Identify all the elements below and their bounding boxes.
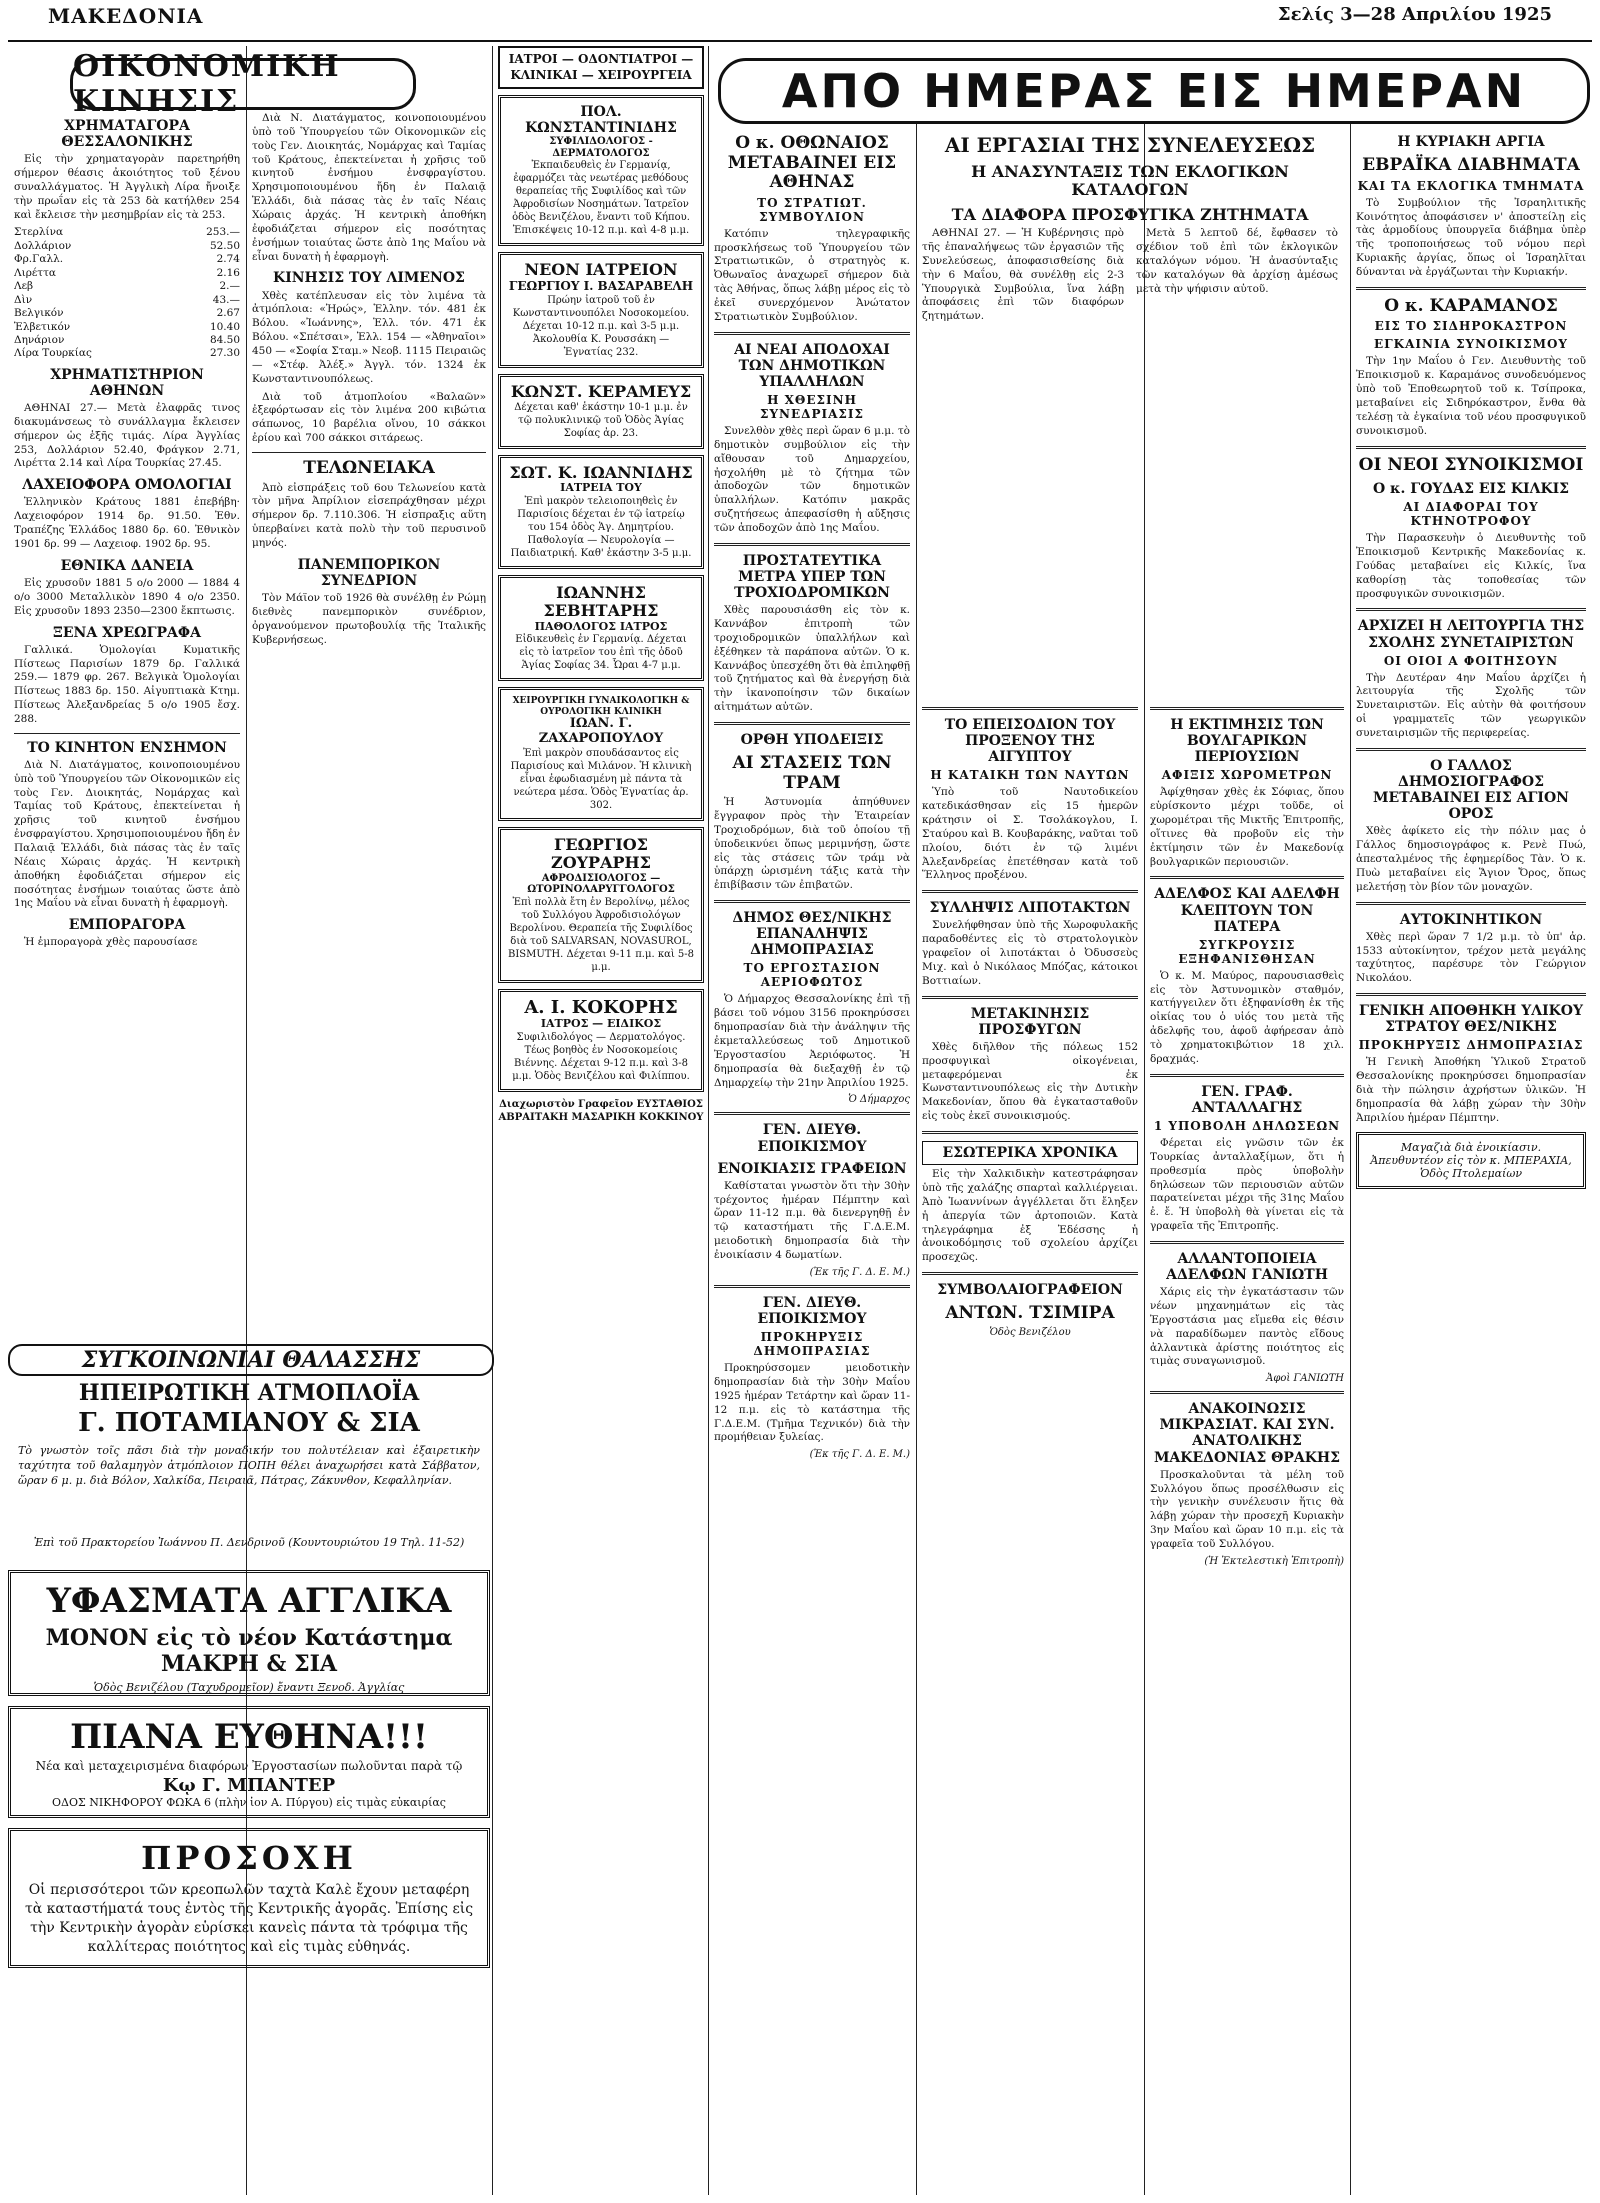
rates-table [14, 226, 240, 360]
sea-company: ΗΠΕΙΡΩΤΙΚΗ ΑΤΜΟΠΛΟΪΑ [78, 1380, 420, 1406]
article-text: Ἡ ἐμποραγορὰ χθὲς παρουσίασε [24, 936, 198, 949]
doctor-ad: ΓΕΩΡΓΙΟΣ ΖΟΥΡΑΡΗΣ ΑΦΡΟΔΙΣΙΟΛΟΓΟΣ — ΩΤΟΡΙΝΟΛΑΡΥΓΓΟΛΟΓΟΣ Ἐπὶ πολλὰ ἔτη ἐν Βερολίνῳ, μέλος τοῦ Συλλόγου Ἀφροδισιολόγων Βερολίνου. Θεραπεία τῆς Συφιλίδος διὰ τοῦ SALVARSAN, NOVASUROL, BISMUTH. Δέχεται 9-11 π.μ. καὶ 5-8 μ.μ. [498, 827, 704, 983]
section-title: ΚΙΝΗΣΙΣ ΤΟΥ ΛΙΜΕΝΟΣ [273, 270, 465, 287]
article-text: Τὸ Συμβούλιον τῆς Ἰσραηλιτικῆς Κοινότητος ἀποφάσισεν ν' ἀποστείλῃ εἰς τὰς ἁρμοδίους ὑπουργεῖα διάβημα ὑπὲρ τῆς τροποποιήσεως τοῦ νόμου περὶ Κυριακῆς ἀργίας, ὅπως οἱ Ἰσραηλῖται δύνανται νὰ ἐργάζωνται τὴν Κυριακήν. [1356, 196, 1586, 278]
column-economy-2 [252, 112, 486, 1337]
ad-subtitle: ΜΟΝΟΝ εἰς τὸ νέον Κατάστημα ΜΑΚΡΗ & ΣΙΑ [45, 1625, 453, 1677]
sea-owner: Γ. ΠΟΤΑΜΙΑΝΟΥ & ΣΙΑ [78, 1408, 420, 1438]
subheadline: ΕΝΟΙΚΙΑΣΙΣ ΓΡΑΦΕΙΩΝ [717, 1160, 907, 1177]
rate-row: Δολλάριον 52.50 [14, 239, 240, 252]
subheadline: Ο κ. ΓΟΥΔΑΣ ΕΙΣ ΚΙΛΚΙΣ [1372, 481, 1570, 498]
doctor-ad: ΠΟΛ. ΚΩΝΣΤΑΝΤΙΝΙΔΗΣ ΣΥΦΙΛΙΔΟΛΟΓΟΣ - ΔΕΡΜΑΤΟΛΟΓΟΣ Ἐκπαιδευθεὶς ἐν Γερμανίᾳ, ἐφαρμόζει τὰς νεωτέρας μεθόδους θεραπείας τῆς Συφιλίδος καὶ τῶν Ἀφροδισίων Νοσημάτων. Ἰατρεῖον ὁδὸς Βενιζέλου, ἔναντι τοῦ Κήπου. Ἐπισκέψεις 10-12 π.μ. καὶ 4-8 μ.μ. [498, 95, 704, 246]
headline: ΓΕΝ. ΔΙΕΥΘ. ΕΠΟΙΚΙΣΜΟΥ [757, 1294, 867, 1327]
headline: ΑΔΕΛΦΟΣ ΚΑΙ ΑΔΕΛΦΗ ΚΛΕΠΤΟΥΝ ΤΟΝ ΠΑΤΕΡΑ [1154, 886, 1340, 935]
rate-row: Δηνάριον 84.50 [14, 333, 240, 346]
subheadline: ΚΑΙ ΤΑ ΕΚΛΟΓΙΚΑ ΤΜΗΜΑΤΑ [1357, 178, 1585, 193]
headline: ΓΕΝ. ΓΡΑΦ. ΑΝΤΑΛΛΑΓΗΣ [1191, 1083, 1303, 1116]
rate-row: Ἑλβετικόν 10.40 [14, 320, 240, 333]
column-news-3 [1150, 700, 1344, 2195]
headline: ΓΕΝ. ΔΙΕΥΘ. ΕΠΟΙΚΙΣΜΟΥ [757, 1122, 867, 1155]
signature: Ἀφοὶ ΓΑΝΙΩΤΗ [1266, 1373, 1344, 1385]
ad-name: Κῳ Γ. ΜΠΑΝΤΕΡ [162, 1775, 336, 1796]
article-text: Χθὲς διῆλθον τῆς πόλεως 152 προσφυγικαὶ οἰκογένειαι, μεταφερόμεναι ἐκ Κωνσταντινουπόλεως εἰς τὴν Δυτικὴν Μακεδονίαν, ὅπου θὰ ἐγκατασταθοῦν εἰς τοὺς ἐκεῖ συνοικισμούς. [922, 1040, 1138, 1123]
doctors-header: ΙΑΤΡΟΙ — ΟΔΟΝΤΙΑΤΡΟΙ — ΚΛΙΝΙΚΑΙ — ΧΕΙΡΟΥΡΓΕΙΑ [498, 46, 704, 89]
ad-text: Οἱ περισσότεροι τῶν κρεοπωλῶν ταχτὰ Καλὲ ἔχουν μεταφέρη τὰ καταστήματά τους ἐντὸς τῆς Κεντρικῆς ἀγορᾶς. Ἐπίσης εἰς τὴν Κεντρικὴν ἀγορὰν εὑρίσκει κανεὶς πάντα τὰ τρόφιμα τῆς καλλίτερας ποιότητος καὶ εἰς τιμὰς εὐθηνάς. [24, 1882, 474, 1955]
column-doctors [498, 46, 704, 2195]
section-title: ΤΟ ΚΙΝΗΤΟΝ ΕΝΣΗΜΟΝ [27, 739, 227, 756]
subheadline: Η ΧΘΕΣΙΝΗ ΣΥΝΕΔΡΙΑΣΙΣ [759, 392, 864, 421]
headline: ΣΥΜΒΟΛΑΙΟΓΡΑΦΕΙΟΝ [937, 1282, 1123, 1299]
article-text: Ὑπὸ τοῦ Ναυτοδικείου κατεδικάσθησαν εἰς 15 ἡμερῶν κράτησιν οἱ Σ. Τσολάκογλου, Ι. Σταύρου καὶ Β. Κουβαράκης, ναῦται τοῦ πλοίου, διότι ἐν τῷ λιμένι Ἀλεξανδρείας ἐπετέθησαν κατὰ τοῦ Ἕλληνος προξένου. [922, 786, 1138, 882]
headline: ΑΥΤΟΚΙΝΗΤΙΚΟΝ [1399, 911, 1543, 928]
subheadline: Η ΚΑΤΑΙΚΗ ΤΩΝ ΝΑΥΤΩΝ [930, 768, 1130, 783]
section-title: ΕΘΝΙΚΑ ΔΑΝΕΙΑ [60, 557, 194, 574]
shop-ad: Μαγαζιὰ διὰ ἐνοικίασιν. Ἀπευθυντέον εἰς τὸν κ. ΜΠΕΡΑΧΙΑ, Ὁδὸς Πτολεμαίων [1356, 1132, 1586, 1189]
article-text: Τὴν 1ην Μαΐου ὁ Γεν. Διευθυντὴς τοῦ Ἐποικισμοῦ κ. Καραμάνος συνοδευόμενος ὑπὸ τοῦ Ἐποθεωρητοῦ τοῦ κ. Τσίπροκα, μεταβαίνει εἰς Σιδηρόκαστρον, ἔνθα θὰ τελέσῃ τὰ ἐγκαίνια τοῦ νέου προσφυγικοῦ συνοικισμοῦ. [1356, 355, 1586, 437]
article-text: Ἀπὸ εἰσπράξεις τοῦ 6ου Τελωνείου κατὰ τὸν μῆνα Ἀπρίλιον εἰσεπράχθησαν μέχρι σήμερον δρ. 7.110.306. Ἡ εἰσπραξις αὕτη ὑπερβαίνει κατὰ πολὺ τὴν τοῦ περυσινοῦ μηνός. [252, 481, 486, 549]
article-text: Συνελήφθησαν ὑπὸ τῆς Χωροφυλακῆς παραδοθέντες εἰς τὸ στρατολογικὸν γραφεῖον οἱ λιποτάκται ὁ Ὀδυσσεὺς Μιχ. καὶ ὁ Νικόλαος Μπόζας, κάτοικοι Βοττιαίων. [922, 919, 1138, 987]
signature: (Ἐκ τῆς Γ. Δ. Ε. Μ.) [809, 1266, 910, 1278]
ad-attention [8, 1828, 490, 1968]
subheadline: ΕΒΡΑΪΚΑ ΔΙΑΒΗΜΑΤΑ [1362, 155, 1580, 176]
article-text: Μετὰ 5 λεπτοῦ δέ, ἔφθασεν τὸ σχέδιον τοῦ ἐπὶ τῶν ἐκλογικῶν καταλόγων νόμου. Ἡ ἀνασύνταξις τῶν καταλόγων θὰ ἀρχίσῃ ἀμέσως μετὰ τὴν ψήφισιν αὐτοῦ. [1136, 227, 1338, 295]
headline: ΟΙ ΝΕΟΙ ΣΥΝΟΙΚΙΣΜΟΙ [1358, 454, 1584, 475]
ad-title: ΠΡΟΣΟΧΗ [141, 1839, 357, 1877]
doctor-ad: ΙΩΑΝΝΗΣ ΣΕΒΗΤΑΡΗΣ ΠΑΘΟΛΟΓΟΣ ΙΑΤΡΟΣ Εἰδικευθεὶς ἐν Γερμανίᾳ. Δέχεται εἰς τὸ ἰατρεῖον του ἐπὶ τῆς ὁδοῦ Ἁγίας Σοφίας 34. Ὧραι 4-7 μ.μ. [498, 575, 704, 681]
column-news-2 [922, 700, 1138, 2195]
subheadline: 1 ΥΠΟΒΟΛΗ ΔΗΛΩΣΕΩΝ [1153, 1118, 1341, 1133]
subheadline: ΠΡΟΚΗΡΥΞΙΣ ΔΗΜΟΠΡΑΣΙΑΣ [1358, 1038, 1584, 1053]
rate-row: Λεβ 2.— [14, 280, 240, 293]
subheadline: ΤΑ ΔΙΑΦΟΡΑ ΠΡΟΣΦΥΓΙΚΑ ΖΗΤΗΜΑΤΑ [951, 204, 1309, 224]
ad-subtitle: Νέα καὶ μεταχειρισμένα διαφόρων Ἐργοστασίων πωλοῦνται παρὰ τῷ [35, 1759, 463, 1773]
column-news-1 [714, 128, 910, 2195]
article-text: Χθὲς ἀφίκετο εἰς τὴν πόλιν μας ὁ Γάλλος δημοσιογράφος κ. Ρενὲ Πυώ, ἀπεσταλμένος τῆς ἐφημερίδος Τὰν. Ὁ κ. Πυὼ μεταβαίνει εἰς Ἅγιον Ὄρος, ὅπως μελετήσῃ τὸν βίον τῶν μοναχῶν. [1356, 825, 1586, 893]
headline: ΕΣΩΤΕΡΙΚΑ ΧΡΟΝΙΚΑ [922, 1141, 1138, 1165]
headline: ΑΙ ΝΕΑΙ ΑΠΟΔΟΧΑΙ ΤΩΝ ΔΗΜΟΤΙΚΩΝ ΥΠΑΛΛΗΛΩΝ [734, 341, 890, 390]
ad-title: ΠΙΑΝΑ ΕΥΘΗΝΑ!!! [70, 1717, 428, 1757]
address: Ὁδὸς Βενιζέλου [989, 1326, 1071, 1338]
headline: ΔΗΜΟΣ ΘΕΣ/ΝΙΚΗΣ ΕΠΑΝΑΛΗΨΙΣ ΔΗΜΟΠΡΑΣΙΑΣ [732, 910, 892, 959]
subheadline: ΑΙ ΣΤΑΣΕΙΣ ΤΩΝ ΤΡΑΜ [732, 753, 892, 793]
doctor-ad: ΧΕΙΡΟΥΡΓΙΚΗ ΓΥΝΑΙΚΟΛΟΓΙΚΗ & ΟΥΡΟΛΟΓΙΚΗ ΚΛΙΝΙΚΗ ΙΩΑΝ. Γ. ΖΑΧΑΡΟΠΟΥΛΟΥ Ἐπὶ μακρὸν σπουδάσαντος εἰς Παρισίους καὶ Μιλάνον. Ἡ κλινικὴ εἶναι ἐφωδιασμένη μὲ πάντα τὰ νεώτερα μέσα. Ὁδὸς Ἐγνατίας ἀρ. 302. [498, 687, 704, 821]
headline: ΠΡΟΣΤΑΤΕΥΤΙΚΑ ΜΕΤΡΑ ΥΠΕΡ ΤΩΝ ΤΡΟΧΙΟΔΡΟΜΙΚΩΝ [734, 552, 890, 601]
headline: ΣΥΛΛΗΨΙΣ ΛΙΠΟΤΑΚΤΩΝ [929, 900, 1131, 917]
column-rule [916, 124, 917, 2195]
section-title: ΠΑΝΕΜΠΟΡΙΚΟΝ ΣΥΝΕΔΡΙΟΝ [297, 556, 441, 589]
article-text: Προσκαλοῦνται τὰ μέλη τοῦ Συλλόγου ὅπως προσέλθωσιν εἰς τὴν γενικὴν συνέλευσιν ἥτις θὰ λάβῃ χώραν τὴν προσεχῆ Κυριακὴν 3ην Μαΐου καὶ ὥραν 10 π.μ. εἰς τὰ γραφεῖα τοῦ Συλλόγου. [1150, 1468, 1344, 1550]
headline: ΓΕΝΙΚΗ ΑΠΟΘΗΚΗ ΥΛΙΚΟΥ ΣΤΡΑΤΟΥ ΘΕΣ/ΝΙΚΗΣ [1359, 1003, 1583, 1036]
column-news-4 [1356, 128, 1586, 2195]
headline: ΑΡΧΙΖΕΙ Η ΛΕΙΤΟΥΡΓΙΑ ΤΗΣ ΣΧΟΛΗΣ ΣΥΝΕΤΑΙΡΙΣΤΩΝ [1357, 618, 1585, 651]
headline: ΤΟ ΕΠΕΙΣΟΔΙΟΝ ΤΟΥ ΠΡΟΞΕΝΟΥ ΤΗΣ ΑΙΓΥΠΤΟΥ [944, 717, 1116, 766]
section-title: ΧΡΗΜΑΤΙΣΤΗΡΙΟΝ ΑΘΗΝΩΝ [50, 366, 204, 399]
rate-row: Λίρα Τουρκίας 27.30 [14, 347, 240, 360]
article-text: Χθὲς περὶ ὥραν 7 1/2 μ.μ. τὸ ὑπ' ἀρ. 1533 αὐτοκίνητον, τρέχον μετὰ μεγάλης ταχύτητος, παρέσυρε τὸν Γεώργιον Νικολάου. [1356, 930, 1586, 985]
article-text: Τὴν Δευτέραν 4ην Μαΐου ἀρχίζει ἡ λειτουργία τῆς Σχολῆς τῶν Συνεταιριστῶν. Εἰς αὐτὴν θὰ φοιτήσουν οἱ γραμματεῖς τῶν γεωργικῶν συνεταιρισμῶν τῆς περιφερείας. [1356, 671, 1586, 740]
headline: ΑΙ ΕΡΓΑΣΙΑΙ ΤΗΣ ΣΥΝΕΛΕΥΣΕΩΣ [944, 133, 1316, 157]
article-text: Διὰ τοῦ ἀτμοπλοίου «Βαλαῶν» ἐξεφόρτωσαν εἰς τὸν λιμένα 200 κιβώτια σάπωνος, 10 βαρέλια οἴνου, 10 σάκκοι ἐρίου καὶ 700 σάκκοι σιτάρεως. [252, 390, 486, 445]
article-text: Τὴν Παρασκευὴν ὁ Διευθυντὴς τοῦ Ἐποικισμοῦ Κεντρικῆς Μακεδονίας κ. Γούδας μεταβαίνει εἰς Κιλκίς, ἵνα καθορίσῃ τὰς τοποθεσίας τῶν προσφυγικῶν συνοικισμῶν. [1356, 532, 1586, 600]
article-text: Ὁ κ. Μ. Μαύρος, παρουσιασθεὶς εἰς τὸν Ἀστυνομικὸν σταθμόν, κατήγγειλεν ὅτι ἐξηφανίσθη ἐκ τῆς οἰκίας του ὁ υἱός του μετὰ τῆς ἀδελφῆς του, ἀφοῦ ἀφήρεσαν ἀπὸ τὸ χρηματοκιβώτιον 18 χιλ. δραχμάς. [1150, 969, 1344, 1065]
rate-row: Λιρέττα 2.16 [14, 266, 240, 279]
doctor-ad: ΝΕΟΝ ΙΑΤΡΕΙΟΝ ΓΕΩΡΓΙΟΥ Ι. ΒΑΣΑΡΑΒΕΛΗ Πρώην ἰατροῦ τοῦ ἐν Κωνσταντινουπόλει Νοσοκομείου. Δέχεται 10-12 π.μ. καὶ 3-5 μ.μ. Ἀκολουθία Κ. Ρουσσάκη — Ἐγνατίας 232. [498, 252, 704, 367]
article-text: Συνελθὸν χθὲς περὶ ὥραν 6 μ.μ. τὸ δημοτικὸν συμβούλιον εἰς τὴν αἴθουσαν τοῦ Δημαρχείου, ἠσχολήθη μὲ τὸ ζήτημα τῶν ἀποδοχῶν τῶν δημοτικῶν ὑπαλλήλων. Κατόπιν μακρᾶς συζητήσεως ἀπεφασίσθη ἡ αὔξησις τῶν ἀποδοχῶν ἀπὸ 1ης Μαΐου. [714, 424, 910, 534]
masthead [8, 0, 1592, 42]
article-text: Ἑλληνικὸν Κράτους 1881 ἐπεβήβη· Λαχειοφόρον 1914 δρ. 91.50. Ἐθν. Τραπέζης Ἑλλάδος 1880 δρ. 60. Ἐθνικὸν 1901 δρ. 99 — Λαχειοφ. 1902 δρ. 95. [14, 496, 240, 551]
subheadline: ΑΦΙΞΙΣ ΧΩΡΟΜΕΤΡΩΝ [1161, 768, 1333, 783]
article-text: Εἰς τὴν Χαλκιδικὴν κατεστράφησαν ὑπὸ τῆς χαλάζης σπαρταὶ καλλιέργειαι. Ἀπὸ Ἰωαννίνων ἀγγέλλεται ὅτι ἔληξεν ἡ ἀπεργία τῶν ἀρτοποιῶν. Κατὰ τηλεγράφημα ἐξ Ἐδέσσης ἡ ἀνοικοδόμησις τοῦ σχολείου ἀρχίζει προσεχῶς. [922, 1168, 1138, 1264]
doctor-ad: Α. Ι. ΚΟΚΟΡΗΣ ΙΑΤΡΟΣ — ΕΙΔΙΚΟΣ Συφιλιδολόγος — Δερματολόγος. Τέως βοηθὸς ἐν Νοσοκομείοις Βιέννης. Δέχεται 9-12 π.μ. καὶ 3-8 μ.μ. Ὁδὸς Βενιζέλου καὶ Φιλίππου. [498, 989, 704, 1092]
article-text: Ἡ Ἀστυνομία ἀπηύθυνεν ἔγγραφον πρὸς τὴν Ἑταιρείαν Τροχιοδρόμων, διὰ τοῦ ὁποίου τῇ ὑποδεικνύει ὅπως μεριμνήσῃ, ὥστε εἰς τὰς στάσεις τῶν τράμ νὰ ὑπάρχῃ ὡρισμένη τάξις κατὰ τὴν ἐπιβίβασιν τῶν ἐπιβατῶν. [714, 796, 910, 892]
section-title: ΤΕΛΩΝΕΙΑΚΑ [303, 458, 435, 478]
section-title: ΕΜΠΟΡΑΓΟΡΑ [68, 917, 186, 934]
article-text: ΑΘΗΝΑΙ 27.— Μετὰ ἐλαφρᾶς τινος διακυμάνσεως τὸ συνάλλαγμα ἔκλεισεν σήμερον ὡς ἑξῆς τιμάς. Λίρα Ἀγγλίας 253, Δολλάριον 52.40, Φράγκον 2.71, Λιρέττα 2.14 καὶ Λίρα Τουρκίας 27.45. [14, 402, 240, 470]
section-title: ΛΑΧΕΙΟΦΟΡΑ ΟΜΟΛΟΓΙΑΙ [22, 477, 232, 494]
headline: Ο κ. ΚΑΡΑΜΑΝΟΣ [1384, 295, 1558, 316]
ad-title: ΥΦΑΣΜΑΤΑ ΑΓΓΛΙΚΑ [46, 1581, 452, 1621]
article-text: Εἰς χρυσοῦν 1881 5 ο/ο 2000 — 1884 4 ο/ο 3000 Μεταλλικὸν 1890 4 ο/ο 2350. Εἰς χρυσοῦν 1893 2350—2300 ἔκπτωσις. [14, 576, 240, 617]
newspaper-name: ΜΑΚΕΔΟΝΙΑ [48, 4, 204, 28]
section-title: ΧΡΗΜΑΤΑΓΟΡΑ ΘΕΣΣΑΛΟΝΙΚΗΣ [61, 118, 193, 151]
doctor-ad: ΚΩΝΣΤ. ΚΕΡΑΜΕΥΣ Δέχεται καθ' ἑκάστην 10-1 μ.μ. ἐν τῷ πολυκλινικῷ τοῦ Ὁδὸς Ἁγίας Σοφίας ἀρ. 23. [498, 374, 704, 449]
sea-transport-bar: ΣΥΓΚΟΙΝΩΝΙΑΙ ΘΑΛΑΣΣΗΣ [8, 1344, 494, 1376]
rate-row: Φρ.Γαλλ. 2.74 [14, 253, 240, 266]
ad-address: ΟΔΟΣ ΝΙΚΗΦΟΡΟΥ ΦΩΚΑ 6 (πλὴν ἰον Α. Πύργου) εἰς τιμὰς εὐκαιρίας [52, 1796, 446, 1809]
page-date: Σελίς 3—28 Απριλίου 1925 [1277, 4, 1552, 25]
subheadline: ΤΟ ΣΤΡΑΤΙΩΤ. ΣΥΜΒΟΥΛΙΟΝ [757, 195, 867, 224]
article-text: Ὁ Δήμαρχος Θεσσαλονίκης ἐπὶ τῇ βάσει τοῦ νόμου 3156 προκηρύσσει δημοπρασίαν διὰ τὴν ἀνάληψιν τῆς ἐκμεταλλεύσεως τοῦ Δημοτικοῦ Ἐργοστασίου Ἀεριόφωτος. Ἡ δημοπρασία θὰ διεξαχθῇ ἐν τῷ Δημαρχείῳ τὴν 21ην Ἀπριλίου 1925. [714, 993, 910, 1089]
headline: ΑΝΑΚΟΙΝΩΣΙΣ ΜΙΚΡΑΣΙΑΤ. ΚΑΙ ΣΥΝ. ΑΝΑΤΟΛΙΚΗΣ ΜΑΚΕΔΟΝΙΑΣ ΘΡΑΚΗΣ [1153, 1401, 1341, 1466]
sea-address: Ἐπὶ τοῦ Πρακτορείου Ἰωάννου Π. Δενδρινοῦ (Κουντουριώτου 19 Τηλ. 11-52) [33, 1536, 465, 1549]
article-text: Τὸν Μάϊον τοῦ 1926 θὰ συνέλθῃ ἐν Ρώμῃ διεθνὲς πανεμπορικὸν συνέδριον, ὀργανούμενον πρωτοβουλίᾳ τῆς Ἰταλικῆς Κυβερνήσεως. [252, 592, 486, 646]
headline: ΑΝΤΩΝ. ΤΣΙΜΙΡΑ [945, 1303, 1115, 1324]
subheadline: ΕΙΣ ΤΟ ΣΙΔΗΡΟΚΑΣΤΡΟΝ [1374, 319, 1568, 334]
headline: Η ΚΥΡΙΑΚΗ ΑΡΓΙΑ [1397, 134, 1545, 150]
column-rule [708, 46, 709, 2195]
rate-row: Βελγικόν 2.67 [14, 307, 240, 320]
article-text: Χθὲς παρουσιάσθη εἰς τὸν κ. Καννάβον ἐπιτροπὴ τῶν τροχιοδρομικῶν ὑπαλλήλων καὶ ἐξέθηκεν τὰ παράπονα αὐτῶν. Ὁ κ. Καννάβος ὑπεσχέθη ὅτι θὰ ἐπιληφθῇ τοῦ ζητήματος καὶ θὰ ἐνεργήσῃ διὰ τὴν ἱκανοποίησιν τῶν δικαίων αἰτημάτων αὐτῶν. [714, 604, 910, 714]
subheadline: ΣΥΓΚΡΟΥΣΙΣ ΕΞΗΦΑΝΙΣΘΗΣΑΝ [1178, 937, 1316, 966]
article-text: Γαλλικά. Ὁμολογίαι Κυματικῆς Πίστεως Παρισίων 1879 δρ. Γαλλικά 259.— 1879 φρ. 267. Βελγικὰ Ὁμολογίαι Πίστεως 1883 δρ. 150. Αἰγυπτιακὰ Κτημ. Πίστεως Ἀλεξανδρείας 5 ο/ο 1905 ἔσχ. 288. [14, 643, 240, 725]
section-title: ΞΕΝΑ ΧΡΕΩΓΡΑΦΑ [53, 624, 201, 641]
subheadline: ΟΙ ΟΙΟΙ Α ΦΟΙΤΗΣΟΥΝ [1383, 653, 1559, 668]
subheadline: ΑΙ ΔΙΑΦΟΡΑΙ ΤΟΥ ΚΤΗΝΟΤΡΟΦΟΥ [1403, 500, 1539, 529]
signature: Ὁ Δήμαρχος [848, 1094, 910, 1106]
article-text: Χθὲς κατέπλευσαν εἰς τὸν λιμένα τὰ ἀτμόπλοια: «Ἠρώς», Ἑλλην. τόν. 481 ἐκ Βόλου. «Ἰωάννης», Ἑλλ. τόν. 471 ἐκ Βόλου. «Σπέτσαι», Ἑλλ. 154 — «Ἀθηναῖοι» 450 — «Σοφία Σταμ.» Νεοβ. 1115 Πειραιῶς — «Στέφ. Ἀλέξ.» Ἀγγλ. τόν. 1324 ἐκ Κωνσταντινουπόλεως. [252, 289, 486, 385]
subheadline: ΕΓΚΑΙΝΙΑ ΣΥΝΟΙΚΙΣΜΟΥ [1373, 337, 1568, 352]
column-news-2-top [922, 128, 1338, 688]
column-economy [14, 112, 240, 1337]
article-text: Διὰ Ν. Διατάγματος, κοινοποιουμένου ὑπὸ τοῦ Ὑπουργείου τῶν Οἰκονομικῶν εἰς τοὺς Γεν. Διοικητάς, Νομάρχας καὶ Ταμίας τοῦ Κράτους, ἐπεκτείνεται ἡ χρῆσις τοῦ κινητοῦ ἐνσήμου ἐνσφραγίστου. Χρησιμοποιουμένου ἤδη ἐν Παλαιᾷ Ἑλλάδι, διὰ πάσας τὰς ἐν ταῖς Νέαις Χώραις ἀρχάς. Ἡ κεντρικὴ ἀποθήκη ἐφοδιάζεται σήμερον εἰς ποσότητας ἐνσήμων τοιαύτας ὥστε ἀπὸ 1ης Μαΐου νὰ εἶναι δυνατὴ ἡ ἐφαρμογὴ. [14, 758, 240, 910]
headline: ΟΡΘΗ ΥΠΟΔΕΙΞΙΣ [740, 731, 884, 748]
bottom-notice: Διαχωριστὸν Γραφεῖον ΕΥΣΤΑΘΙΟΣ ΑΒΡΑΙΤΑΚΗ ΜΑΣΑΡΙΚΗ ΚΟΚΚΙΝΟΥ [498, 1099, 704, 1124]
ad-address: Ὁδὸς Βενιζέλου (Ταχυδρομεῖον) ἔναντι Ξενοδ. Ἀγγλίας [93, 1681, 405, 1694]
column-rule [492, 46, 493, 2195]
headline: ΑΛΛΑΝΤΟΠΟΙΕΙΑ ΑΔΕΛΦΩΝ ΓΑΝΙΩΤΗ [1166, 1250, 1328, 1284]
rate-row: Στερλίνα 253.— [14, 226, 240, 239]
headline: Η ΕΚΤΙΜΗΣΙΣ ΤΩΝ ΒΟΥΛΓΑΡΙΚΩΝ ΠΕΡΙΟΥΣΙΩΝ [1170, 717, 1324, 766]
article-text: Καθίσταται γνωστὸν ὅτι τὴν 30ὴν τρέχοντος ἡμέραν Πέμπτην καὶ ὥραν 11-12 π.μ. θὰ διενεργηθῇ ἐν τῷ καταστήματι τῆς Γ.Δ.Ε.Μ. μειοδοτικὴ δημοπρασία διὰ τὴν ἐνοικίασιν 4 δωματίων. [714, 1179, 910, 1262]
subheadline: ΤΟ ΕΡΓΟΣΤΑΣΙΟΝ ΑΕΡΙΟΦΩΤΟΣ [743, 961, 881, 990]
article-text: Διὰ Ν. Διατάγματος, κοινοποιουμένου ὑπὸ τοῦ Ὑπουργείου τῶν Οἰκονομικῶν εἰς τοὺς Γεν. Διοικητάς, Νομάρχας καὶ Ταμίας τοῦ Κράτους, ἐπεκτείνεται ἡ χρῆσις τοῦ κινητοῦ ἐνσήμου ἐνσφραγίστου. Χρησιμοποιουμένου ἤδη ἐν Παλαιᾷ Ἑλλάδι, διὰ πάσας τὰς ἐν ταῖς Νέαις Χώραις ἀρχάς. Ἡ κεντρικὴ ἀποθήκη ἐφοδιάζεται σήμερον εἰς ποσότητας ἐνσήμων τοιαύτας ὥστε ἀπὸ 1ης Μαΐου νὰ εἶναι δυνατὴ ἡ ἐφαρμογὴ. [252, 112, 486, 263]
article-text: Εἰς τὴν χρηματαγορὰν παρετηρήθη σήμερον θέασις ἀκοιότητος τοῦ ξένου συναλλάγματος. Ἡ Ἀγγλικὴ Λίρα ἤνοιξε τὴν πρωΐαν εἰς τὰ 253 δὰ κατήλθεν 254 καὶ ἔκλεισε τὴν μεσημβρίαν εἰς τὰ 253. [14, 153, 240, 221]
ad-fabrics [8, 1570, 490, 1696]
article-text: Χάρις εἰς τὴν ἐγκατάστασιν τῶν νέων μηχανημάτων εἰς τὰς Ἐργοστάσια μας εἴμεθα εἰς θέσιν νὰ παραδίδωμεν παντὸς εἴδους ἀλλαντικὰ ἀρίστης ποιότητος εἰς τιμὰς συναγωνισμοῦ. [1150, 1286, 1344, 1368]
article-text: Ἡ Γενικὴ Ἀποθήκη Ὑλικοῦ Στρατοῦ Θεσσαλονίκης προκηρύσσει δημοπρασίαν διὰ τὴν πώλησιν ἀχρήστων ὑλικῶν. Ἡ δημοπρασία θὰ λάβῃ χώραν τὴν 30ὴν Ἀπριλίου ἡμέραν Πέμπτην. [1356, 1056, 1586, 1124]
signature: (Ἡ Ἐκτελεστικὴ Ἐπιτροπὴ) [1204, 1555, 1344, 1567]
sea-text: Τὸ γνωστὸν τοῖς πᾶσι διὰ τὴν μοναδικήν του πολυτέλειαν καὶ ἐξαιρετικὴν ταχύτητα τοῦ θαλαμηγὸν ἀτμόπλοιον ΠΟΠΗ θέλει ἀναχωρήσει κατὰ Σάββατον, ὥραν 6 μ. μ. διὰ Βόλον, Χαλκίδα, Πειραιᾶ, Πάτρας, Ζάκυνθον, Κεφαλληνίαν. [18, 1444, 480, 1487]
headline: Ο ΓΑΛΛΟΣ ΔΗΜΟΣΙΟΓΡΑΦΟΣ ΜΕΤΑΒΑΙΝΕΙ ΕΙΣ ΑΓΙΟΝ ΟΡΟΣ [1373, 757, 1569, 823]
article-text: ΑΘΗΝΑΙ 27. — Ἡ Κυβέρνησις πρὸ τῆς ἐπαναλήψεως τῶν ἐργασιῶν τῆς Συνελεύσεως, ἀποφασισθείσης διὰ τὴν 6 Μαΐου, θὰ συνέλθῃ εἰς 2-3 Ὑπουργικὰ Συμβούλια, ἵνα λάβῃ ἀποφάσεις ἐπὶ τῶν διαφόρων ζητημάτων. [922, 227, 1124, 323]
ad-pianos [8, 1706, 490, 1818]
article-text: Προκηρύσσομεν μειοδοτικὴν δημοπρασίαν διὰ τὴν 30ὴν Μαΐου 1925 ἡμέραν Τετάρτην καὶ ὥραν 11-12 π.μ. εἰς τὸ κατάστημα τῆς Γ.Δ.Ε.Μ. (Τμῆμα Τεχνικόν) διὰ τὴν προμήθειαν ξυλείας. [714, 1362, 910, 1444]
signature: (Ἐκ τῆς Γ. Δ. Ε. Μ.) [809, 1449, 910, 1461]
economic-banner: ΟΙΚΟΝΟΜΙΚΗ ΚΙΝΗΣΙΣ [70, 58, 416, 110]
doctor-ad: ΣΩΤ. Κ. ΙΩΑΝΝΙΔΗΣ ΙΑΤΡΕΙΑ ΤΟΥ Ἐπὶ μακρὸν τελειοποιηθεὶς ἐν Παρισίοις δέχεται ἐν τῷ ἰατρείῳ του 154 ὁδὸς Ἁγ. Δημητρίου. Παθολογία — Νευρολογία — Παιδιατρική. Καθ' ἑκάστην 3-5 μ.μ. [498, 455, 704, 569]
subheadline: Η ΑΝΑΣΥΝΤΑΞΙΣ ΤΩΝ ΕΚΛΟΓΙΚΩΝ ΚΑΤΑΛΟΓΩΝ [971, 162, 1289, 200]
day-to-day-banner: ΑΠΟ ΗΜΕΡΑΣ ΕΙΣ ΗΜΕΡΑΝ [718, 58, 1590, 124]
column-rule [1350, 124, 1351, 2195]
article-text: Κατόπιν τηλεγραφικῆς προσκλήσεως τοῦ Ὑπουργείου τῶν Στρατιωτικῶν, ὁ στρατηγὸς κ. Ὀθωναῖος ἀναχωρεῖ σήμερον διὰ τὰς Ἀθήνας, ὅπως λάβῃ μέρος εἰς τὸ ἐκεῖ συνερχόμενον Ἀνώτατον Στρατιωτικὸν Συμβούλιον. [714, 227, 910, 323]
headline: ΜΕΤΑΚΙΝΗΣΙΣ ΠΡΟΣΦΥΓΩΝ [970, 1005, 1090, 1038]
headline: Ο κ. ΟΘΩΝΑΙΟΣ ΜΕΤΑΒΑΙΝΕΙ ΕΙΣ ΑΘΗΝΑΣ [727, 133, 897, 193]
subheadline: ΠΡΟΚΗΡΥΞΙΣ ΔΗΜΟΠΡΑΣΙΑΣ [753, 1330, 871, 1359]
article-text: Ἀφίχθησαν χθὲς ἐκ Σόφιας, ὅπου εὑρίσκοντο μέχρι τοῦδε, οἱ χωρομέτραι τῆς Μικτῆς Ἐπιτροπῆς, οἵτινες θὰ προβοῦν εἰς τὴν ἐκτίμησιν τῶν ἐν Μακεδονίᾳ βουλγαρικῶν περιουσιῶν. [1150, 786, 1344, 868]
article-text: Φέρεται εἰς γνῶσιν τῶν ἐκ Τουρκίας ἀνταλλαξίμων, ὅτι ἡ προθεσμία πρὸς ὑποβολὴν δηλώσεων τῶν περιουσιῶν αὐτῶν παρατείνεται μέχρι τῆς 31ης Μαΐου ἐ. ἔ. Ἡ ὑποβολὴ θὰ γίνεται εἰς τὰ γραφεῖα τῆς Ἐπιτροπῆς. [1150, 1136, 1344, 1233]
rate-row: Δὶν 43.— [14, 293, 240, 306]
